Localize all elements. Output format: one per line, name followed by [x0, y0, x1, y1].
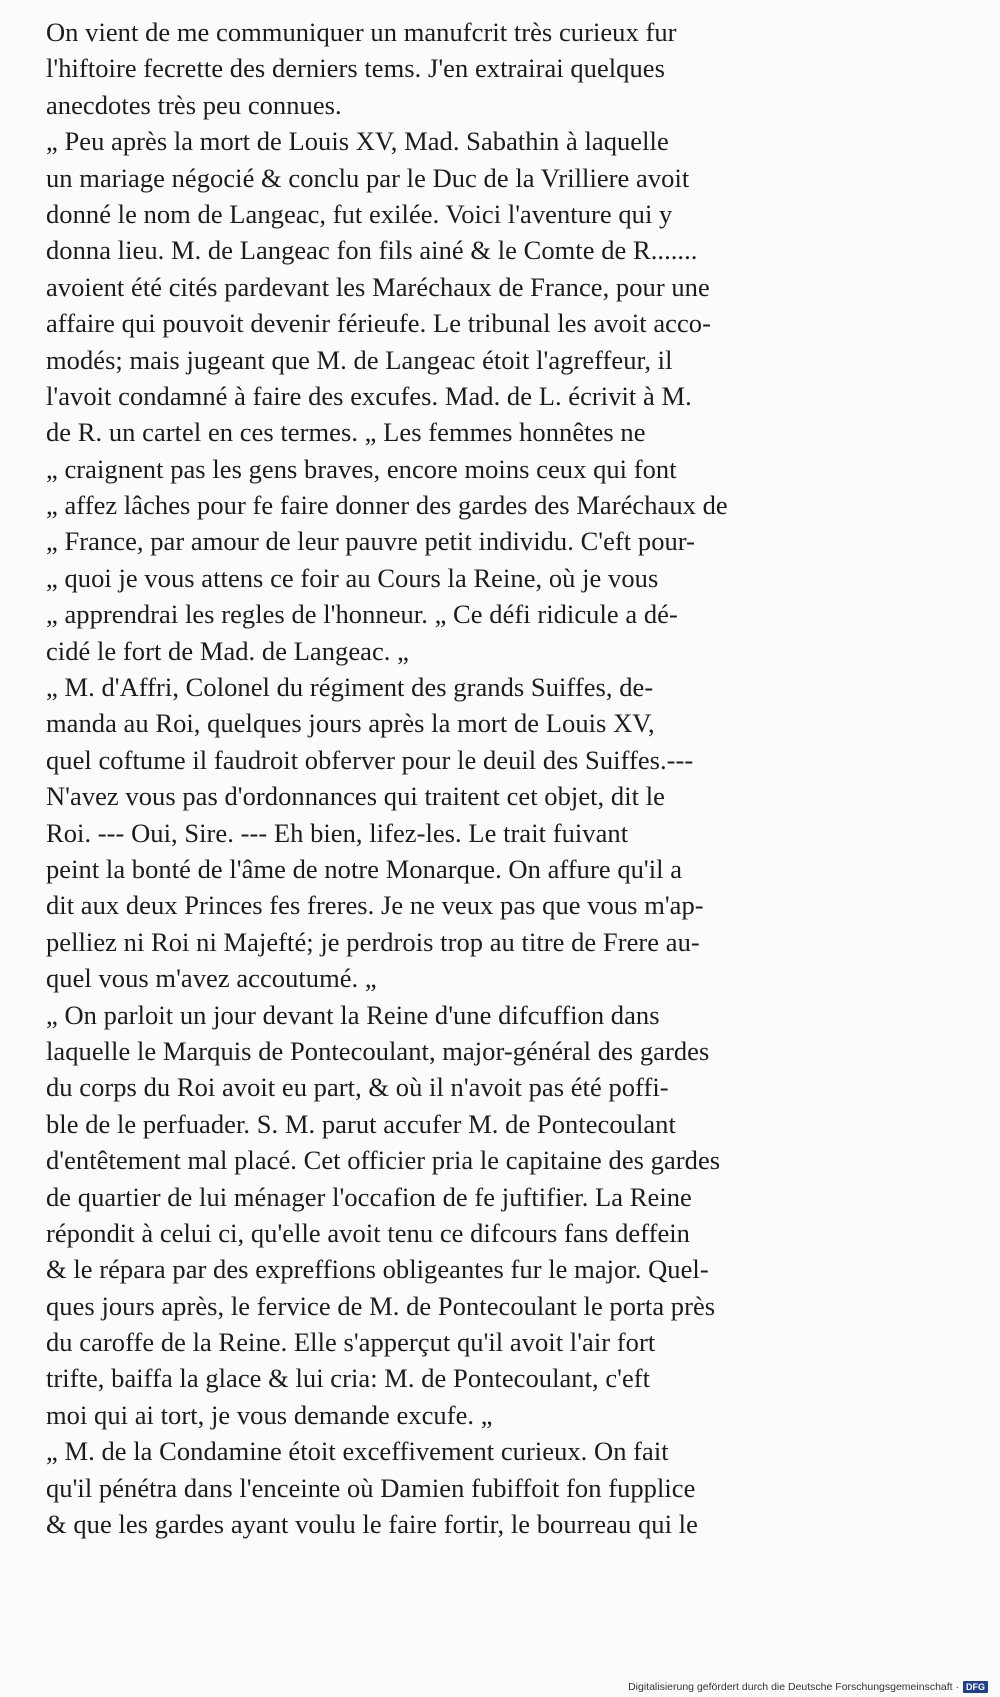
text-line: anecdotes très peu connues.	[46, 89, 342, 120]
text-line: laquelle le Marquis de Pontecoulant, major-général des gardes	[46, 1035, 710, 1066]
credit-text: Digitalisierung gefördert durch die Deutsche Forschungsgemeinschaft ·	[628, 1681, 959, 1693]
text-line: du caroffe de la Reine. Elle s'apperçut qu'il avoit l'air fort	[46, 1327, 656, 1358]
text-line: trifte, baiffa la glace & lui cria: M. de Pontecoulant, c'eft	[46, 1363, 651, 1394]
text-line: & que les gardes ayant voulu le faire fortir, le bourreau qui le	[46, 1509, 698, 1540]
text-line: donné le nom de Langeac, fut exilée. Voici l'aventure qui y	[46, 198, 673, 229]
text-line: ble de le perfuader. S. M. parut accufer M. de Pontecoulant	[46, 1108, 676, 1139]
text-line: modés; mais jugeant que M. de Langeac étoit l'agreffeur, il	[46, 344, 673, 375]
text-line: „ Peu après la mort de Louis XV, Mad. Sabathin à laquelle	[46, 126, 669, 157]
text-line: moi qui ai tort, je vous demande excufe. „	[46, 1399, 493, 1430]
text-line: donna lieu. M. de Langeac fon fils ainé & le Comte de R.......	[46, 235, 698, 266]
text-line: manda au Roi, quelques jours après la mort de Louis XV,	[46, 708, 655, 739]
dfg-logo: DFG	[963, 1681, 988, 1693]
text-line: „ M. d'Affri, Colonel du régiment des grands Suiffes, de-	[46, 672, 654, 703]
text-line: un mariage négocié & conclu par le Duc de la Vrilliere avoit	[46, 162, 690, 193]
text-line: l'hiftoire fecrette des derniers tems. J'en extrairai quelques	[46, 53, 665, 84]
text-line: quel vous m'avez accoutumé. „	[46, 963, 377, 994]
text-line: avoient été cités pardevant les Maréchaux de France, pour une	[46, 271, 710, 302]
text-line: „ quoi je vous attens ce foir au Cours la Reine, où je vous	[46, 562, 659, 593]
text-line: N'avez vous pas d'ordonnances qui traitent cet objet, dit le	[46, 781, 665, 812]
text-line: „ craignent pas les gens braves, encore moins ceux qui font	[46, 453, 677, 484]
text-line: d'entêtement mal placé. Cet officier pria le capitaine des gardes	[46, 1145, 721, 1176]
text-line: „ France, par amour de leur pauvre petit individu. C'eft pour-	[46, 526, 696, 557]
text-line: On vient de me communiquer un manufcrit très curieux fur	[46, 17, 677, 47]
text-body	[46, 14, 946, 1542]
text-line: du corps du Roi avoit eu part, & où il n'avoit pas été poffi-	[46, 1072, 669, 1103]
text-line: quel coftume il faudroit obferver pour le deuil des Suiffes.---	[46, 744, 694, 775]
text-line: ques jours après, le fervice de M. de Pontecoulant le porta près	[46, 1290, 716, 1321]
text-line: répondit à celui ci, qu'elle avoit tenu ce difcours fans deffein	[46, 1217, 690, 1248]
digitization-credit	[628, 1681, 988, 1693]
text-line: dit aux deux Princes fes freres. Je ne veux pas que vous m'ap-	[46, 890, 704, 921]
text-line: de R. un cartel en ces termes. „ Les femmes honnêtes ne	[46, 417, 646, 448]
text-line: „ On parloit un jour devant la Reine d'une difcuffion dans	[46, 999, 660, 1030]
text-line: pelliez ni Roi ni Majefté; je perdrois trop au titre de Frere au-	[46, 926, 700, 957]
text-line: cidé le fort de Mad. de Langeac. „	[46, 635, 409, 666]
text-line: affaire qui pouvoit devenir férieufe. Le tribunal les avoit acco-	[46, 308, 711, 339]
text-line: „ M. de la Condamine étoit exceffivement curieux. On fait	[46, 1436, 669, 1467]
text-line: l'avoit condamné à faire des excufes. Mad. de L. écrivit à M.	[46, 380, 692, 411]
text-line: „ apprendrai les regles de l'honneur. „ Ce défi ridicule a dé-	[46, 599, 678, 630]
text-line: qu'il pénétra dans l'enceinte où Damien fubiffoit fon fupplice	[46, 1472, 696, 1503]
text-line: Roi. --- Oui, Sire. --- Eh bien, lifez-les. Le trait fuivant	[46, 817, 629, 848]
text-line: peint la bonté de l'âme de notre Monarque. On affure qu'il a	[46, 853, 683, 884]
text-line: „ affez lâches pour fe faire donner des gardes des Maréchaux de	[46, 490, 728, 521]
text-line: & le répara par des expreffions obligeantes fur le major. Quel-	[46, 1254, 709, 1285]
text-line: de quartier de lui ménager l'occafion de fe juftifier. La Reine	[46, 1181, 692, 1212]
